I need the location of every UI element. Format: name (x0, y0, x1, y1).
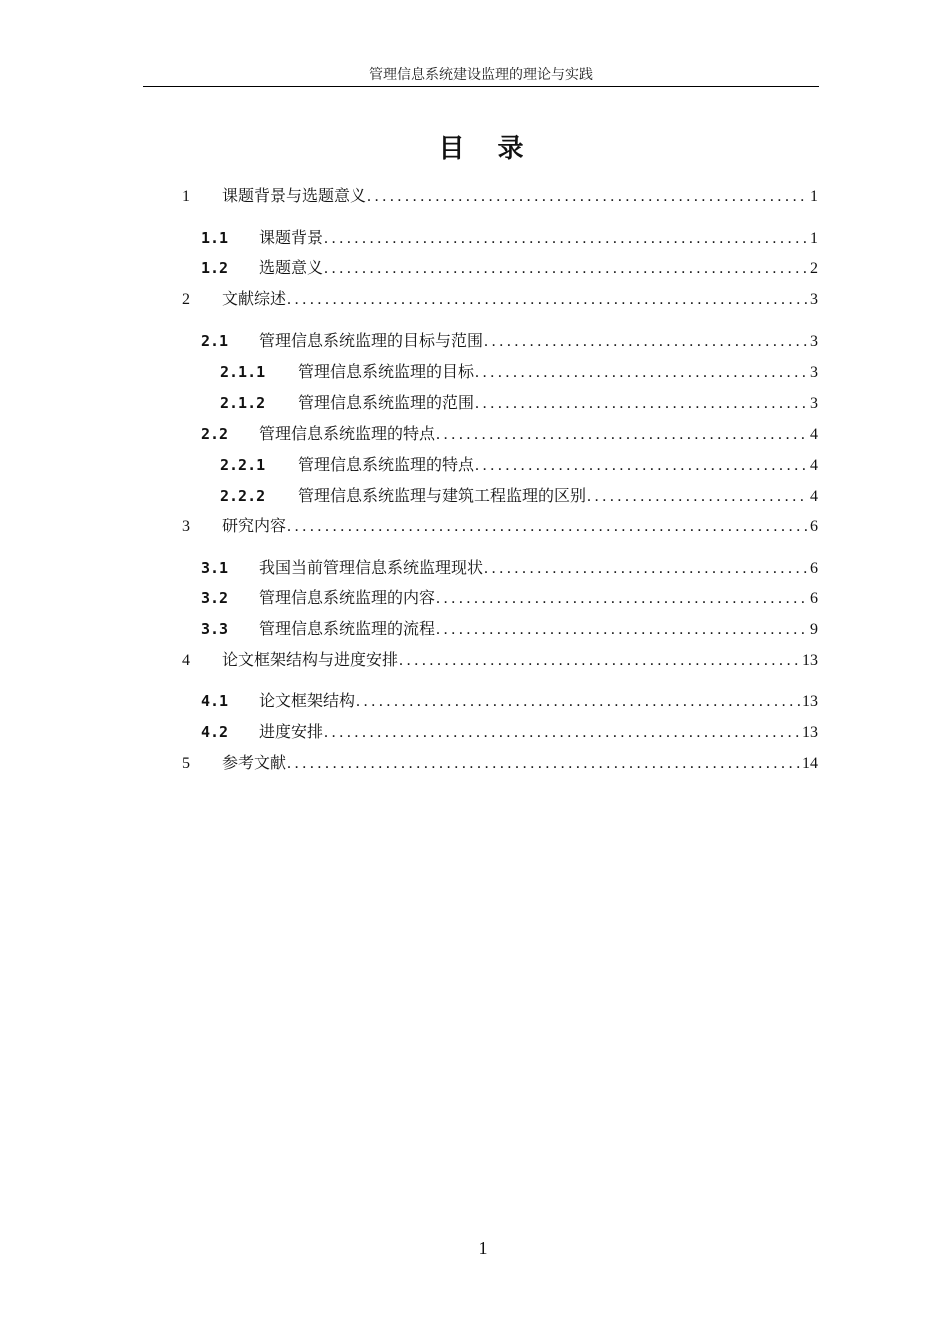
toc-entry-page: 4 (810, 426, 818, 443)
toc-entry-label: 我国当前管理信息系统监理现状 (259, 558, 484, 577)
dot-leader (475, 456, 808, 476)
toc-entry-page: 6 (810, 590, 818, 607)
dot-leader (475, 363, 808, 383)
toc-entry-number: 1.1 (201, 229, 229, 247)
toc-entry-number: 1 (182, 188, 190, 205)
toc-entry[interactable] (201, 691, 818, 713)
toc-entry-label: 管理信息系统监理的特点 (259, 424, 436, 443)
dot-leader (399, 651, 800, 671)
toc-entry-label: 管理信息系统监理的范围 (298, 393, 475, 412)
toc-entry[interactable] (182, 650, 818, 672)
dot-leader (287, 517, 808, 537)
dot-leader (287, 754, 800, 774)
toc-entry-number: 2.1.1 (220, 363, 266, 381)
toc-entry-number: 3.3 (201, 620, 229, 638)
dot-leader (484, 559, 808, 579)
toc-entry[interactable] (182, 516, 818, 538)
toc-entry[interactable] (182, 289, 818, 311)
toc-entry[interactable] (201, 558, 818, 580)
toc-entry-page: 13 (802, 652, 818, 669)
toc-entry[interactable] (220, 362, 818, 384)
toc-title: 目 录 (438, 134, 536, 164)
toc-entry-label: 进度安排 (259, 722, 324, 741)
toc-entry-number: 4.2 (201, 723, 229, 741)
toc-entry-page: 6 (810, 518, 818, 535)
toc-entry-number: 2.2 (201, 425, 229, 443)
toc-entry-page: 3 (810, 364, 818, 381)
toc-entry-page: 6 (810, 560, 818, 577)
toc-entry-number: 2.2.1 (220, 456, 266, 474)
dot-leader (324, 259, 808, 279)
toc-entry-page: 3 (810, 395, 818, 412)
toc-entry-number: 3.2 (201, 589, 229, 607)
toc-entry[interactable] (220, 486, 818, 508)
toc-entry-page: 4 (810, 488, 818, 505)
toc-entry[interactable] (182, 753, 818, 775)
dot-leader (436, 589, 808, 609)
toc-entry-number: 1.2 (201, 259, 229, 277)
toc-entry-label: 论文框架结构 (259, 691, 356, 710)
dot-leader (587, 487, 808, 507)
toc-entry-number: 3 (182, 518, 190, 535)
toc-entry-label: 参考文献 (222, 753, 287, 772)
toc-entry-label: 研究内容 (222, 516, 287, 535)
toc-entry-number: 3.1 (201, 559, 229, 577)
toc-entry[interactable] (220, 455, 818, 477)
toc-entry-page: 4 (810, 457, 818, 474)
toc-entry-page: 9 (810, 621, 818, 638)
toc-entry-page: 3 (810, 333, 818, 350)
toc-entry[interactable] (220, 393, 818, 415)
toc-entry-label: 管理信息系统监理的流程 (259, 619, 436, 638)
toc-entry[interactable] (201, 588, 818, 610)
toc-entry-number: 2 (182, 291, 190, 308)
dot-leader (356, 692, 800, 712)
dot-leader (324, 229, 808, 249)
dot-leader (367, 187, 808, 207)
dot-leader (436, 620, 808, 640)
toc-entry-page: 14 (802, 755, 818, 772)
dot-leader (436, 425, 808, 445)
toc-entry-page: 2 (810, 260, 818, 277)
toc-entry-label: 管理信息系统监理的目标与范围 (259, 331, 484, 350)
running-header: 管理信息系统建设监理的理论与实践 (369, 67, 593, 83)
toc-entry-number: 4.1 (201, 692, 229, 710)
toc-entry-label: 论文框架结构与进度安排 (222, 650, 399, 669)
toc-entry-label: 选题意义 (259, 258, 324, 277)
toc-entry[interactable] (201, 228, 818, 250)
page-number: 1 (478, 1238, 488, 1258)
toc-entry-label: 管理信息系统监理的内容 (259, 588, 436, 607)
toc-entry-page: 13 (802, 724, 818, 741)
toc-entry-label: 管理信息系统监理的目标 (298, 362, 475, 381)
toc-entry-page: 3 (810, 291, 818, 308)
dot-leader (324, 723, 800, 743)
toc-entry[interactable] (201, 619, 818, 641)
toc-entry-page: 1 (810, 188, 818, 205)
toc-entry[interactable] (201, 722, 818, 744)
dot-leader (287, 290, 808, 310)
dot-leader (484, 332, 808, 352)
dot-leader (475, 394, 808, 414)
header-divider (143, 86, 819, 87)
toc-entry-number: 5 (182, 755, 190, 772)
toc-entry-label: 课题背景 (259, 228, 324, 247)
toc-entry-number: 4 (182, 652, 190, 669)
toc-entry-page: 1 (810, 230, 818, 247)
toc-entry-label: 文献综述 (222, 289, 287, 308)
toc-entry-label: 管理信息系统监理与建筑工程监理的区别 (298, 486, 587, 505)
toc-entry-page: 13 (802, 693, 818, 710)
toc-entry[interactable] (201, 331, 818, 353)
toc-entry-number: 2.1.2 (220, 394, 266, 412)
toc-entry-number: 2.2.2 (220, 487, 266, 505)
toc-entry-label: 管理信息系统监理的特点 (298, 455, 475, 474)
toc-entry[interactable] (201, 424, 818, 446)
toc-entry[interactable] (201, 258, 818, 280)
toc-entry-number: 2.1 (201, 332, 229, 350)
toc-entry[interactable] (182, 186, 818, 208)
toc-entry-label: 课题背景与选题意义 (222, 186, 367, 205)
